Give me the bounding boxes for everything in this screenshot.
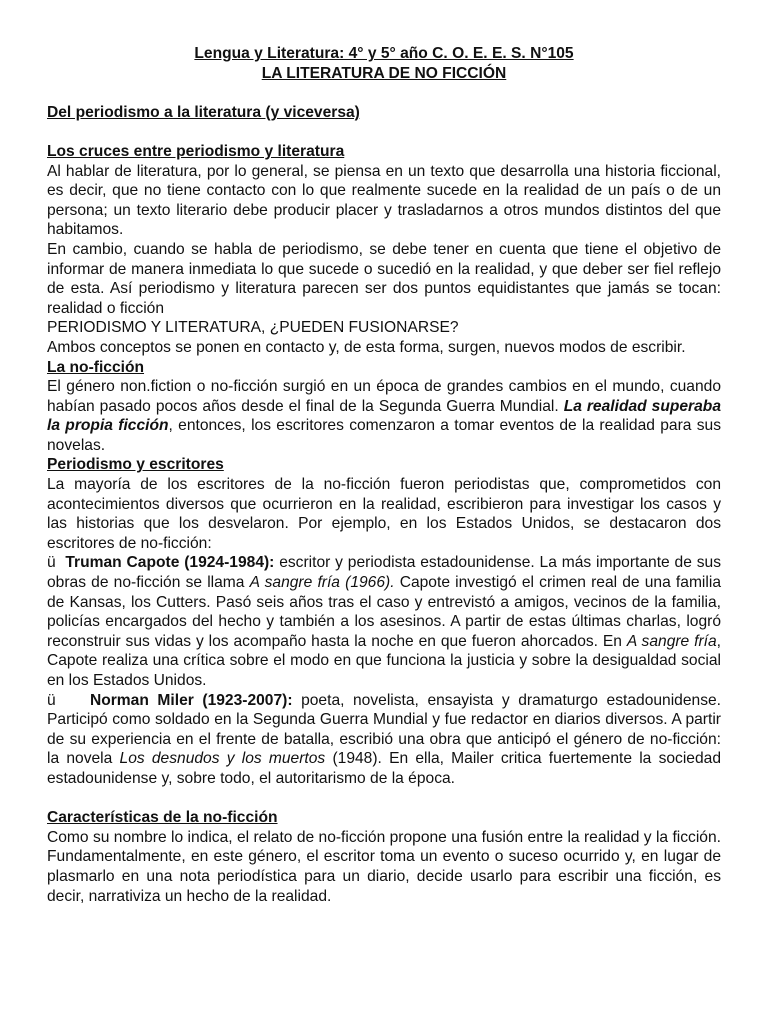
noficcion-text-b: , entonces, los escritores comenzaron a tomar eventos de la realidad para sus novelas. [47, 417, 721, 454]
capote-text-3: , Capote realiza una crítica sobre el modo en que funciona la justicia y sobre la desigualdad social en los Estados Unidos. [47, 632, 721, 689]
mailer-item [47, 691, 721, 789]
caracteristicas-paragraph: Como su nombre lo indica, el relato de no-ficción propone una fusión entre la realidad y la ficción. Fundamentalmente, en este género, el escritor toma un evento o suceso ocurrido y, en lugar de plasmarlo en una nota periodística para un diario, decide usarlo para escribir una ficción, es decir, narrativiza un hecho de la realidad. [47, 828, 721, 905]
noficcion-paragraph [47, 377, 721, 455]
noficcion-heading: La no-ficción [47, 358, 145, 376]
spacer [47, 83, 721, 103]
capote-name: Truman Capote (1924-1984): [65, 554, 275, 572]
spacer [47, 122, 721, 142]
mailer-text-1: poeta, novelista, ensayista y dramaturgo estadounidense. Participó como soldado en la Segunda Guerra Mundial y fue redactor en diarios diversos. A partir de su experiencia en el frente de batalla, escribió una obra que anticipó el género de no-ficción: la novela [47, 691, 721, 768]
escritores-paragraph-1: La mayoría de los escritores de la no-ficción fueron periodistas que, comprometidos con acontecimientos diversos que ocurrieron en la realidad, escribieron para investigar los casos y las historias que los desvelaron. Por ejemplo, en los Estados Unidos, se destacaron dos escritores de no-ficción: [47, 476, 721, 552]
capote-text-1: escritor y periodista estadounidense. La más importante de sus obras de no-ficción se llama [47, 554, 721, 592]
spacer [47, 789, 721, 809]
noficcion-text-a: El género non.fiction o no-ficción surgió en un época de grandes cambios en el mundo, cuando habían pasado pocos años desde el final de la Segunda Guerra Mundial. [47, 378, 721, 415]
mailer-work: Los desnudos y los muertos [119, 750, 326, 768]
bullet-icon: ü [47, 554, 56, 572]
caracteristicas-heading: Características de la no-ficción [47, 809, 278, 827]
cruces-paragraph-4: Ambos conceptos se ponen en contacto y, de esta forma, surgen, nuevos modos de escribir. [47, 338, 686, 356]
cruces-heading: Los cruces entre periodismo y literatura [47, 142, 345, 160]
capote-text-2: Capote investigó el crimen real de una familia de Kansas, los Cutters. Pasó seis años tras el caso y entrevistó a amigos, vecinos de la familia, policías encargados del hecho y también a los asesinos. A partir de estas últimas charlas, logró reconstruir sus vidas y los acompaño hasta la noche en que fueron ahorcados. En [47, 574, 721, 650]
bullet-icon: ü [47, 691, 56, 709]
capote-item [47, 553, 721, 690]
cruces-paragraph-1: Al hablar de literatura, por lo general, se piensa en un texto que desarrolla una historia ficcional, es decir, que no tiene contacto con lo que realmente sucede en la realidad de un país o de un persona; un texto literario debe producir placer y trasladarnos a otros mundos distintos del que habitamos. [47, 162, 721, 239]
header-line-1: Lengua y Literatura: 4° y 5° año C. O. E. E. S. N°105 [194, 45, 574, 62]
escritores-heading: Periodismo y escritores [47, 456, 224, 474]
cruces-paragraph-2: En cambio, cuando se habla de periodismo, se debe tener en cuenta que tiene el objetivo de informar de manera inmediata lo que sucede o sucedió en la realidad, y que deber ser fiel reflejo de esta. Así periodismo y literatura parecen ser dos puntos equidistantes que jamás se tocan: realidad o ficción [47, 240, 721, 317]
main-section-heading: Del periodismo a la literatura (y viceversa) [47, 103, 360, 121]
cruces-paragraph-3: PERIODISMO Y LITERATURA, ¿PUEDEN FUSIONARSE? [47, 319, 459, 337]
mailer-name: Norman Miler (1923-2007): [89, 691, 293, 709]
document-title: LA LITERATURA DE NO FICCIÓN [261, 64, 507, 82]
document-page [47, 44, 721, 906]
capote-work-1: A sangre fría (1966). [249, 574, 395, 592]
mailer-text-2: (1948). En ella, Mailer critica fuertemente la sociedad estadounidense y, sobre todo, el autoritarismo de la época. [47, 750, 721, 787]
noficcion-emphasis: La realidad superaba la propia ficción [47, 397, 721, 435]
capote-work-2: A sangre fría [626, 632, 717, 650]
